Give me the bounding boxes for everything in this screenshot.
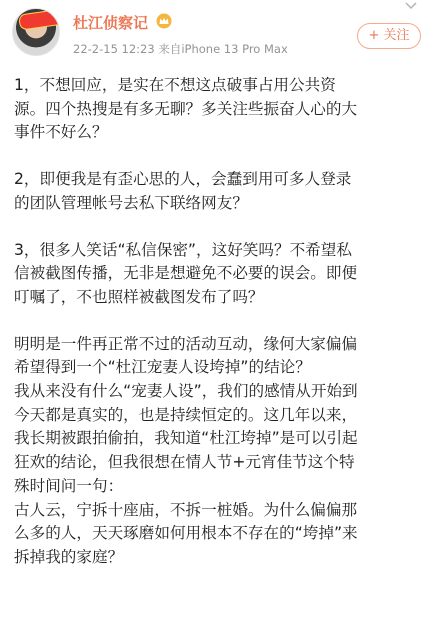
chevron-down-icon[interactable] [404, 0, 418, 12]
post-paragraph-2: 2，即便我是有歪心思的人，会蠢到用可多人登录 的团队管理帐号去私下联络网友？ [14, 170, 352, 212]
avatar-badge [18, 8, 60, 31]
post-content [14, 74, 430, 570]
author-name[interactable]: 杜江侦察记 [73, 14, 149, 32]
post-header [0, 0, 440, 66]
follow-button[interactable]: + 关注 [357, 23, 421, 49]
post-paragraph-1: 1，不想回应，是实在不想这点破事占用公共资 源。四个热搜是有多无聊？多关注些振奋人心的大 事件不好么？ [14, 76, 358, 142]
post-paragraph-3: 3，很多人笑话“私信保密”，这好笑吗？不希望私 信被截图传播，无非是想避免不必要的误会。即便 叮嘱了，不也照样被截图发布了吗？ [14, 240, 358, 306]
vip-crown-icon [156, 13, 172, 29]
post-paragraph-4: 明明是一件再正常不过的活动互动，缘何大家偏偏 希望得到一个“杜江宠妻人设垮掉”的结论？ 我从来没有什么“宠妻人设”，我们的感情从开始到 今天都是真实的，也是持续恒定的。这几年以来， 我长期被跟拍偷拍，我知道“杜江垮掉”是可以引起 狂欢的结论，但我很想在情人节+元宵佳节这个特 殊时间问一句： 古人云，宁拆十座庙，不拆一桩婚。为什么偏偏那 么多的人，天天琢磨如何用根本不存在的“垮掉”来 拆掉我的家庭？ [14, 334, 358, 566]
avatar[interactable] [12, 8, 60, 56]
post-meta: 22-2-15 12:23 来自iPhone 13 Pro Max [73, 42, 288, 56]
